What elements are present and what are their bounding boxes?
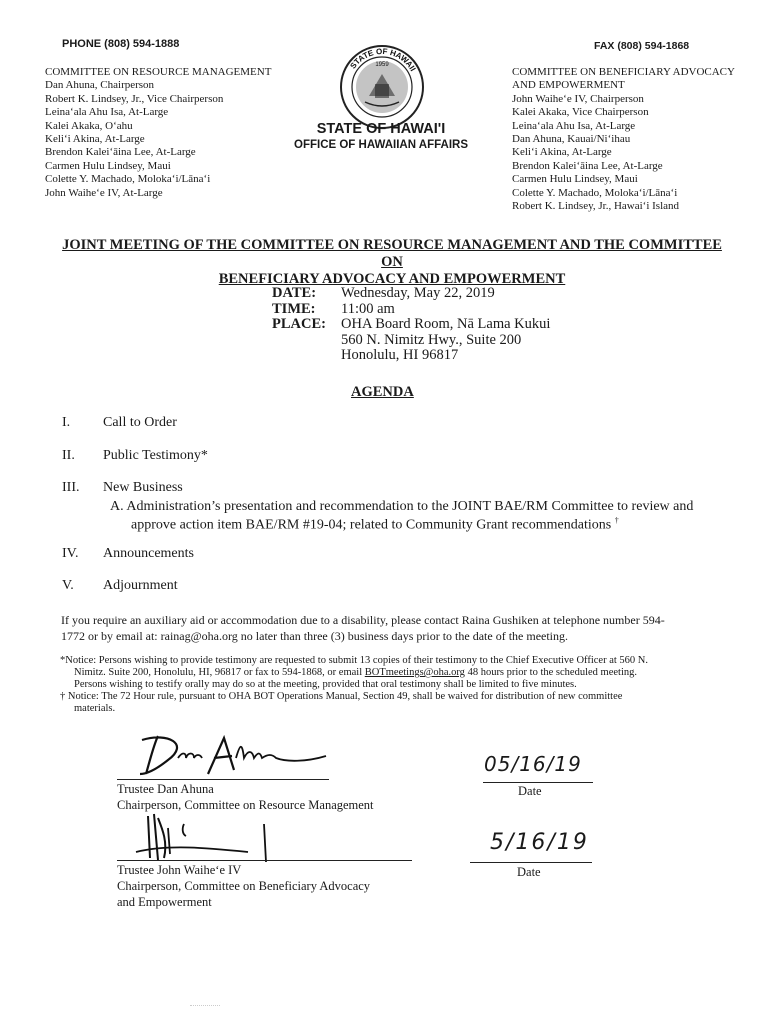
agenda-item-number: I. [62, 415, 71, 430]
date-label: DATE: [272, 285, 317, 301]
place-label: PLACE: [272, 316, 326, 332]
roster-line: John Waiheʻe IV, Chairperson [512, 92, 644, 105]
agenda-item-number: III. [62, 480, 80, 495]
svg-text:1959: 1959 [375, 62, 389, 68]
meeting-labels [272, 286, 326, 333]
notice-2-line-2: materials. [74, 703, 116, 714]
date-label-1: Date [518, 784, 542, 798]
agenda-subitem-a-line-1: A. Administration’s presentation and recommendation to the JOINT BAE/RM Committee to review and [110, 499, 694, 514]
meeting-place-1: OHA Board Room, Nā Lama Kukui [341, 316, 551, 332]
meeting-heading [52, 237, 732, 288]
handwritten-date-2: 5/16/19 [490, 830, 589, 855]
committee-bae-title: COMMITTEE ON BENEFICIARY ADVOCACY [512, 66, 735, 78]
committee-bae-roster [512, 66, 742, 213]
accommodation-line-1: If you require an auxiliary aid or accommodation due to a disability, please contact Raina Gushiken at telephone number 594- [61, 613, 665, 627]
signature-line-2 [117, 860, 412, 861]
office-title: OFFICE OF HAWAIIAN AFFAIRS [294, 139, 468, 151]
accommodation-notice [61, 612, 665, 644]
signer-1-name: Trustee Dan Ahuna [117, 782, 214, 796]
signature-john-waihee-icon [128, 808, 288, 864]
agenda-item-text: New Business [103, 480, 183, 495]
botmeetings-email-link[interactable]: BOTmeetings@oha.org [364, 667, 465, 678]
svg-text:STATE OF HAWAII: STATE OF HAWAII [348, 46, 418, 73]
date-line-2 [470, 862, 592, 863]
notice-2-line-1: † Notice: The 72 Hour rule, pursuant to OHA BOT Operations Manual, Section 49, shall be waived for distribution of new committee [60, 691, 623, 702]
heading-line-2: BENEFICIARY ADVOCACY AND EMPOWERMENT [218, 271, 566, 287]
roster-line: Brendon Kaleiʻāina Lee, At-Large [45, 146, 196, 159]
meeting-values [341, 286, 550, 364]
roster-line: Robert K. Lindsey, Jr., Hawaiʻi Island [512, 200, 680, 213]
accommodation-line-2: 1772 or by email at: rainag@oha.org no later than three (3) business days prior to the date of the meeting. [61, 629, 569, 643]
agenda-item-number: IV. [62, 546, 79, 561]
signer-2-name: Trustee John Waiheʻe IV [117, 863, 242, 877]
roster-line: John Waiheʻe IV, At-Large [45, 186, 163, 199]
meeting-place-3: Honolulu, HI 96817 [341, 347, 459, 363]
roster-line: Kalei Akaka, Oʻahu [45, 119, 133, 132]
agenda-subitem-a-line-2: approve action item BAE/RM #19-04; related to Community Grant recommendations † [131, 516, 619, 533]
agenda-title: AGENDA [351, 384, 414, 400]
roster-line: Leinaʻala Ahu Isa, At-Large [512, 119, 636, 132]
roster-line: Brendon Kaleiʻāina Lee, At-Large [512, 159, 663, 172]
roster-line: Kalei Akaka, Vice Chairperson [512, 106, 649, 119]
meeting-date: Wednesday, May 22, 2019 [341, 285, 495, 301]
meeting-time: 11:00 am [341, 300, 395, 317]
agenda-item-text: Announcements [103, 546, 194, 561]
roster-line: Robert K. Lindsey, Jr., Vice Chairperson [45, 92, 224, 105]
signer-2-title-1: Chairperson, Committee on Beneficiary Advocacy [117, 879, 371, 893]
agenda-item-text: Public Testimony* [103, 448, 208, 463]
notice-1-line-3: Persons wishing to testify orally may do so at the meeting, provided that oral testimony shall be limited to five minutes. [74, 679, 577, 690]
state-seal-icon [339, 44, 425, 130]
agenda-item-text: Call to Order [103, 415, 177, 430]
roster-line: Leinaʻala Ahu Isa, At-Large [45, 106, 169, 119]
roster-line: Carmen Hulu Lindsey, Maui [45, 159, 171, 172]
committee-rm-title: COMMITTEE ON RESOURCE MANAGEMENT [45, 66, 272, 78]
testimony-notice [60, 655, 648, 715]
roster-line: Dan Ahuna, Kauai/Niʻihau [512, 133, 631, 146]
roster-line: Keliʻi Akina, At-Large [512, 146, 612, 159]
committee-rm-roster [45, 66, 285, 200]
roster-line: Keliʻi Akina, At-Large [45, 133, 145, 146]
signer-1-title: Chairperson, Committee on Resource Management [117, 798, 374, 812]
roster-line: Carmen Hulu Lindsey, Maui [512, 173, 638, 186]
scan-artifact [190, 1005, 220, 1007]
roster-line: Colette Y. Machado, Molokaʻi/Lānaʻi [512, 186, 678, 199]
signer-2-title-2: and Empowerment [117, 895, 212, 909]
handwritten-date-1: 05/16/19 [484, 752, 582, 776]
signature-line-1 [117, 779, 329, 780]
agenda-item-number: II. [62, 448, 75, 463]
roster-line: Colette Y. Machado, Molokaʻi/Lānaʻi [45, 173, 211, 186]
agenda-item-text: Adjournment [103, 578, 178, 593]
notice-1-line-1: *Notice: Persons wishing to provide testimony are requested to submit 13 copies of their testimony to the Chief Executive Officer at 560 N. [60, 655, 648, 666]
notice-1-line-2: Nimitz. Suite 200, Honolulu, HI, 96817 or fax to 594-1868, or email BOTmeetings@oha.org 48 hours prior to the scheduled meeting. [74, 667, 637, 678]
date-label-2: Date [517, 865, 541, 879]
meeting-place-2: 560 N. Nimitz Hwy., Suite 200 [341, 331, 522, 348]
fax-number: FAX (808) 594-1868 [594, 40, 690, 52]
committee-bae-title-cont: AND EMPOWERMENT [512, 79, 625, 92]
phone-number: PHONE (808) 594-1888 [62, 38, 180, 50]
signer-2-block [117, 862, 370, 910]
signature-dan-ahuna-icon [128, 730, 348, 780]
heading-line-1: JOINT MEETING OF THE COMMITTEE ON RESOURCE MANAGEMENT AND THE COMMITTEE ON [62, 237, 722, 270]
state-title: STATE OF HAWAI'I [316, 121, 446, 137]
time-label: TIME: [272, 300, 316, 317]
roster-line: Dan Ahuna, Chairperson [45, 79, 155, 92]
agenda-item-number: V. [62, 578, 74, 593]
